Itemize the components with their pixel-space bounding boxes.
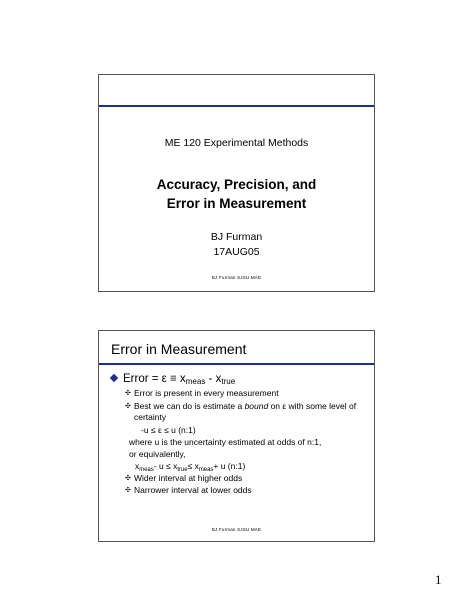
author-block xyxy=(99,230,374,260)
slide-1 xyxy=(98,74,375,292)
sub-bullet: ✣ Best we can do is estimate a bound on ε with some level of certainty xyxy=(125,400,357,422)
sub-bullet: ✣ Narrower interval at lower odds xyxy=(125,485,252,495)
error-definition: Error = $\varepsilon \equiv x_{meas} - x_{true}$ xyxy=(123,373,236,386)
slide-footer: BJ Furman SJSU MAE xyxy=(211,527,262,532)
slide-title: Error in Measurement xyxy=(111,341,247,357)
title-line-2: Error in Measurement xyxy=(166,196,307,211)
star-bullet-icon: ✣ xyxy=(125,474,131,482)
presentation-title xyxy=(99,175,374,213)
star-bullet-icon: ✣ xyxy=(125,390,131,397)
author-name: BJ Furman xyxy=(210,231,263,243)
diamond-bullet-icon xyxy=(110,374,118,382)
slide-body xyxy=(111,371,368,497)
date: 17AUG05 xyxy=(213,246,260,258)
star-bullet-icon: ✣ xyxy=(125,487,131,494)
true-value-inequality: $x_{meas}-$ $u \le x_{true}\le x_{meas}+ u$ (n:1) xyxy=(135,460,246,473)
slide-footer: BJ Furman SJSU MAE xyxy=(211,275,262,280)
sub-bullet: ✣ Wider interval at higher odds xyxy=(125,472,243,483)
slide-2 xyxy=(98,330,375,542)
title-line-1: Accuracy, Precision, and xyxy=(156,177,317,192)
where-line: where u is the uncertainty estimated at odds of n:1, xyxy=(129,436,322,447)
course-name: ME 120 Experimental Methods xyxy=(164,137,309,149)
title-rule xyxy=(99,105,374,107)
sub-bullet: ✣ Error is present in every measurement xyxy=(125,388,279,398)
bound-inequality: -u ≤ ε ≤ u (n:1) xyxy=(141,424,196,435)
page-number: 1 xyxy=(435,572,442,587)
or-line: or equivalently, xyxy=(129,448,186,459)
title-rule xyxy=(99,363,374,365)
bullet-error-definition xyxy=(111,371,368,387)
star-bullet-icon: ✣ xyxy=(125,402,131,410)
